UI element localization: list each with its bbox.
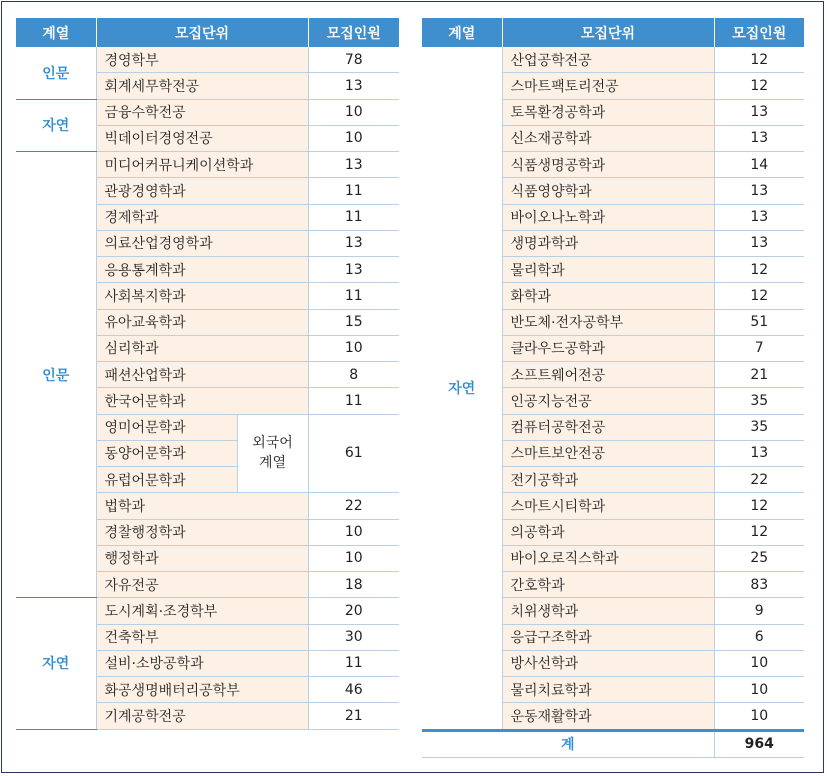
count-cell: 13 xyxy=(308,73,399,99)
count-cell: 83 xyxy=(714,572,804,598)
unit-cell: 컴퓨터공학전공 xyxy=(502,414,714,440)
count-cell: 46 xyxy=(308,677,399,703)
count-cell: 12 xyxy=(714,257,804,283)
unit-cell: 미디어커뮤니케이션학과 xyxy=(96,152,308,178)
admission-table-left xyxy=(16,18,399,730)
unit-cell: 도시계획·조경학부 xyxy=(96,598,308,624)
count-cell: 13 xyxy=(714,99,804,125)
unit-cell: 소프트웨어전공 xyxy=(502,362,714,388)
count-cell: 6 xyxy=(714,624,804,650)
count-cell: 11 xyxy=(308,388,399,414)
count-cell: 9 xyxy=(714,598,804,624)
unit-cell: 식품영양학과 xyxy=(502,178,714,204)
count-cell: 8 xyxy=(308,362,399,388)
unit-cell: 화공생명배터리공학부 xyxy=(96,677,308,703)
count-cell: 78 xyxy=(308,47,399,73)
count-cell: 61 xyxy=(308,414,399,493)
unit-cell: 스마트시티학과 xyxy=(502,493,714,519)
header-row xyxy=(16,18,399,47)
unit-cell: 행정학과 xyxy=(96,545,308,571)
count-cell: 25 xyxy=(714,545,804,571)
header-unit: 모집단위 xyxy=(502,18,714,47)
unit-cell: 토목환경공학과 xyxy=(502,99,714,125)
count-cell: 21 xyxy=(714,362,804,388)
sub-group-cell: 외국어 계열 xyxy=(237,414,308,493)
count-cell: 12 xyxy=(714,519,804,545)
total-row xyxy=(422,730,804,757)
count-cell: 12 xyxy=(714,283,804,309)
count-cell: 11 xyxy=(308,283,399,309)
count-cell: 10 xyxy=(308,99,399,125)
unit-cell: 물리학과 xyxy=(502,257,714,283)
count-cell: 22 xyxy=(714,467,804,493)
header-row xyxy=(422,18,804,47)
unit-cell: 치위생학과 xyxy=(502,598,714,624)
unit-cell: 전기공학과 xyxy=(502,467,714,493)
unit-cell: 심리학과 xyxy=(96,335,308,361)
table-row xyxy=(16,152,399,178)
unit-cell: 경영학부 xyxy=(96,47,308,73)
unit-cell: 패션산업학과 xyxy=(96,362,308,388)
count-cell: 15 xyxy=(308,309,399,335)
unit-cell: 응급구조학과 xyxy=(502,624,714,650)
unit-cell: 경찰행정학과 xyxy=(96,519,308,545)
unit-cell: 반도체·전자공학부 xyxy=(502,309,714,335)
count-cell: 13 xyxy=(714,125,804,151)
count-cell: 30 xyxy=(308,624,399,650)
unit-cell: 금융수학전공 xyxy=(96,99,308,125)
unit-cell: 인공지능전공 xyxy=(502,388,714,414)
unit-cell: 기계공학전공 xyxy=(96,703,308,729)
unit-cell: 건축학부 xyxy=(96,624,308,650)
count-cell: 22 xyxy=(308,493,399,519)
header-unit: 모집단위 xyxy=(96,18,308,47)
count-cell: 10 xyxy=(308,335,399,361)
header-field: 계열 xyxy=(422,18,502,47)
unit-cell: 산업공학전공 xyxy=(502,47,714,73)
unit-cell: 동양어문학과 xyxy=(96,440,237,466)
unit-cell: 운동재활학과 xyxy=(502,703,714,730)
field-cell: 자연 xyxy=(16,99,96,152)
table-row xyxy=(16,99,399,125)
unit-cell: 스마트보안전공 xyxy=(502,440,714,466)
count-cell: 13 xyxy=(308,230,399,256)
unit-cell: 사회복지학과 xyxy=(96,283,308,309)
unit-cell: 경제학과 xyxy=(96,204,308,230)
unit-cell: 한국어문학과 xyxy=(96,388,308,414)
unit-cell: 바이오나노학과 xyxy=(502,204,714,230)
count-cell: 12 xyxy=(714,493,804,519)
count-cell: 10 xyxy=(308,545,399,571)
header-field: 계열 xyxy=(16,18,96,47)
count-cell: 20 xyxy=(308,598,399,624)
unit-cell: 법학과 xyxy=(96,493,308,519)
count-cell: 21 xyxy=(308,703,399,729)
unit-cell: 신소재공학과 xyxy=(502,125,714,151)
count-cell: 13 xyxy=(714,178,804,204)
total-label: 계 xyxy=(422,730,714,757)
count-cell: 11 xyxy=(308,204,399,230)
unit-cell: 클라우드공학과 xyxy=(502,335,714,361)
field-cell: 자연 xyxy=(16,598,96,729)
count-cell: 35 xyxy=(714,414,804,440)
unit-cell: 영미어문학과 xyxy=(96,414,237,440)
unit-cell: 바이오로직스학과 xyxy=(502,545,714,571)
unit-cell: 빅데이터경영전공 xyxy=(96,125,308,151)
count-cell: 12 xyxy=(714,47,804,73)
count-cell: 13 xyxy=(714,230,804,256)
count-cell: 35 xyxy=(714,388,804,414)
count-cell: 10 xyxy=(308,125,399,151)
unit-cell: 의료산업경영학과 xyxy=(96,230,308,256)
unit-cell: 물리치료학과 xyxy=(502,677,714,703)
unit-cell: 화학과 xyxy=(502,283,714,309)
unit-cell: 응용통계학과 xyxy=(96,257,308,283)
unit-cell: 식품생명공학과 xyxy=(502,152,714,178)
table-row xyxy=(16,47,399,73)
count-cell: 14 xyxy=(714,152,804,178)
unit-cell: 의공학과 xyxy=(502,519,714,545)
count-cell: 7 xyxy=(714,335,804,361)
count-cell: 13 xyxy=(714,204,804,230)
table-row xyxy=(16,598,399,624)
count-cell: 10 xyxy=(714,650,804,676)
unit-cell: 관광경영학과 xyxy=(96,178,308,204)
count-cell: 12 xyxy=(714,73,804,99)
total-value: 964 xyxy=(714,730,804,757)
header-count: 모집인원 xyxy=(714,18,804,47)
header-count: 모집인원 xyxy=(308,18,399,47)
unit-cell: 생명과학과 xyxy=(502,230,714,256)
unit-cell: 유아교육학과 xyxy=(96,309,308,335)
count-cell: 13 xyxy=(308,152,399,178)
unit-cell: 설비·소방공학과 xyxy=(96,650,308,676)
count-cell: 10 xyxy=(308,519,399,545)
unit-cell: 스마트팩토리전공 xyxy=(502,73,714,99)
unit-cell: 회계세무학전공 xyxy=(96,73,308,99)
count-cell: 13 xyxy=(714,440,804,466)
count-cell: 11 xyxy=(308,650,399,676)
unit-cell: 방사선학과 xyxy=(502,650,714,676)
field-cell: 인문 xyxy=(16,152,96,598)
count-cell: 10 xyxy=(714,677,804,703)
count-cell: 13 xyxy=(308,257,399,283)
count-cell: 11 xyxy=(308,178,399,204)
table-row xyxy=(422,47,804,73)
count-cell: 51 xyxy=(714,309,804,335)
count-cell: 18 xyxy=(308,572,399,598)
field-cell: 인문 xyxy=(16,47,96,99)
unit-cell: 간호학과 xyxy=(502,572,714,598)
unit-cell: 자유전공 xyxy=(96,572,308,598)
field-cell: 자연 xyxy=(422,47,502,730)
unit-cell: 유럽어문학과 xyxy=(96,467,237,493)
admission-table-right xyxy=(422,18,804,758)
count-cell: 10 xyxy=(714,703,804,730)
